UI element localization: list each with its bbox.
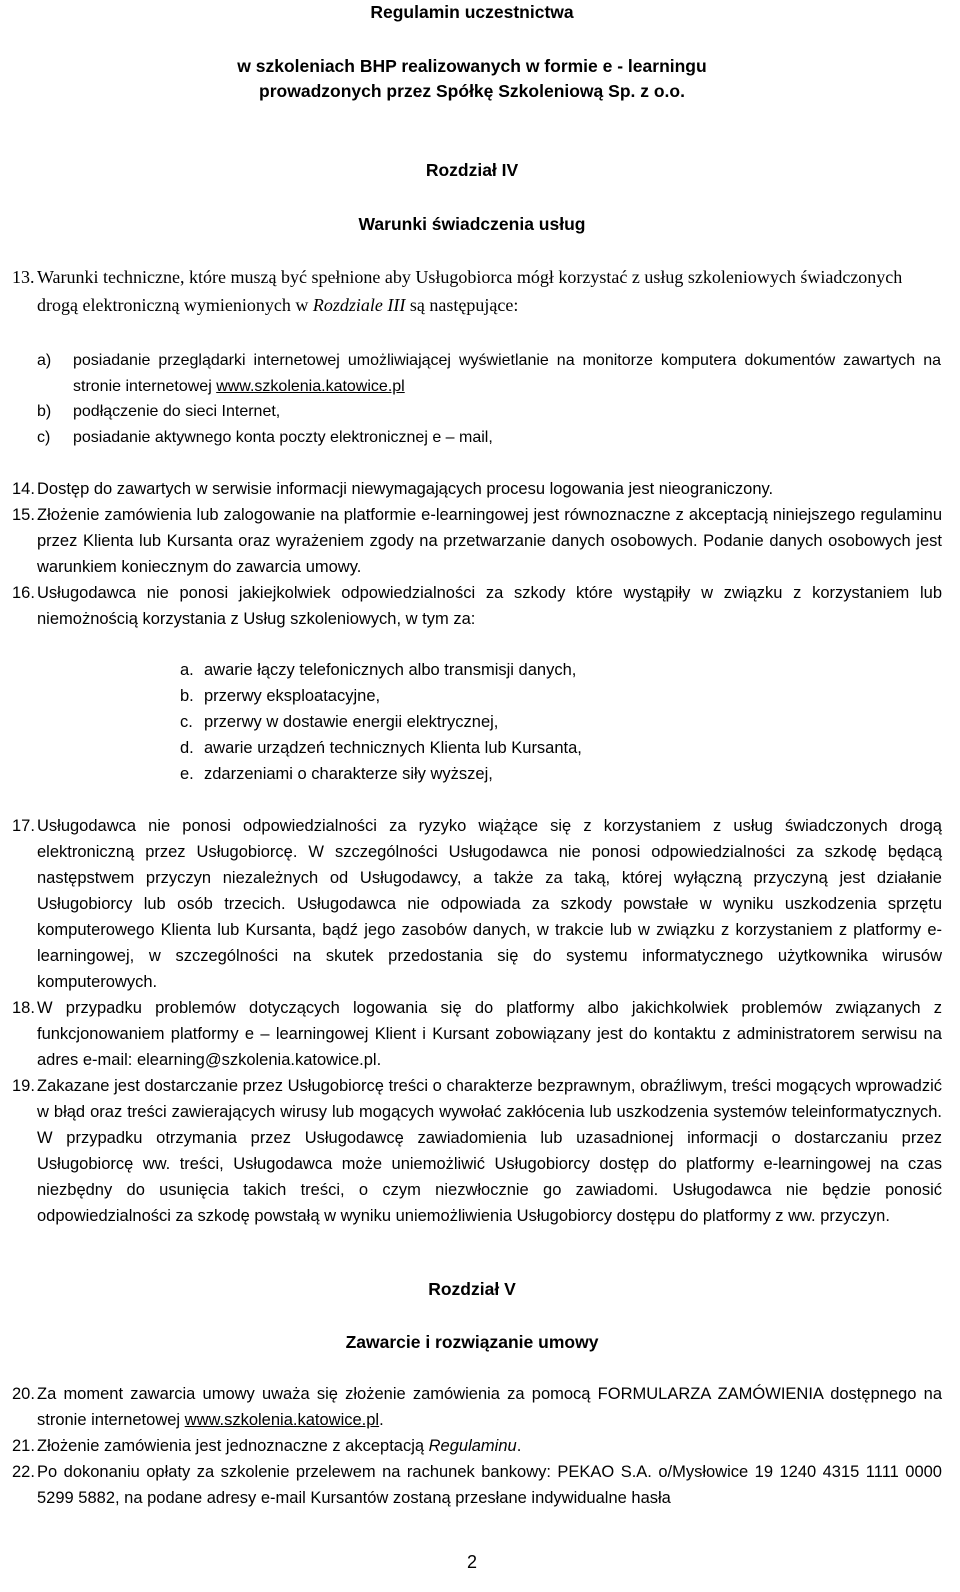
item-21-number: 21. [12, 1437, 35, 1455]
sub-a-text: posiadanie przeglądarki internetowej umożliwiającej wyświetlanie na monitorze komputera dokumentów zawartych na stronie internetowej [73, 352, 941, 395]
item-21: 21. Złożenie zamówienia jest jednoznaczne z akceptacją Regulaminu. [12, 1433, 942, 1459]
item-14-text: Dostęp do zawartych w serwisie informacji niewymagających procesu logowania jest nieograniczony. [37, 480, 774, 498]
item-16-number: 16. [12, 584, 35, 602]
item-13-text: Warunki techniczne, które muszą być spełnione aby Usługobiorca mógł korzystać z usług szkoleniowych świadczonych drogą elektroniczną wymienionych w Rozdziale III są następujące: [37, 267, 903, 315]
item-13-sub-c [37, 425, 941, 451]
item-16-text: Usługodawca nie ponosi jakiejkolwiek odpowiedzialności za szkody które wystąpiły w związku z korzystaniem lub niemożnością korzystania z Usług szkoleniowych, w tym za: [37, 584, 942, 628]
item-19-text: Zakazane jest dostarczanie przez Usługobiorcę treści o charakterze bezprawnym, obraźliwym, treści mogących wprowadzić w błąd oraz treści zawierających wirusy lub mogących wywołać zakłócenia lub uszkodzenia systemów teleinformatycznych. W przypadku otrzymania przez Usługodawcę zawiadomienia lub uzasadnionej informacji o dostarczaniu przez Usługobiorcę ww. treści, Usługodawca może uniemożliwić Usługobiorcy dostęp do platformy e-learningowej na czas niezbędny do usunięcia takich treści, o czym niezwłocznie go zawiadomi. Usługodawca nie będzie ponosić odpowiedzialności za szkodę powstałą w wyniku uniemożliwienia Usługobiorcy dostępu do platformy z ww. przyczyn. [37, 1077, 942, 1225]
item-21-text: Złożenie zamówienia jest jednoznaczne z akceptacją [37, 1437, 429, 1455]
list-item: b. przerwy eksploatacyjne, [180, 687, 381, 705]
website-link[interactable]: www.szkolenia.katowice.pl [216, 378, 405, 395]
list-item: e. zdarzeniami o charakterze siły wyższej, [180, 765, 493, 783]
item-18-text: W przypadku problemów dotyczących logowania się do platformy albo jakichkolwiek problemów związanych z funkcjonowaniem platformy e – learningowej Klient i Kursant zobowiązany jest do kontaktu z administratorem serwisu na adres e-mail: elearning@szkolenia.katowice.pl. [37, 999, 942, 1069]
item-19-number: 19. [12, 1077, 35, 1095]
website-link[interactable]: www.szkolenia.katowice.pl [184, 1411, 380, 1429]
item-13-italic: Rozdziale III [312, 295, 406, 315]
item-20-number: 20. [12, 1385, 35, 1403]
item-17-text: Usługodawca nie ponosi odpowiedzialności za ryzyko wiążące się z korzystaniem z usług świadczonych drogą elektroniczną przez Usługobiorcę. W szczególności Usługodawca nie ponosi odpowiedzialności za szkodę będącą następstwem przyczyn niezależnych od Usługodawcy, a także za taką, której wyłączną przyczyną jest działanie Usługobiorcy lub osób trzecich. Usługodawca nie odpowiada za szkody powstałe w wyniku uszkodzenia sprzętu komputerowego Klienta lub Kursanta, bądź jego zasobów danych, w trakcie lub w związku z korzystaniem z platformy e-learningowej, w szczególności na skutek przedostania się do systemu informatycznego użytkownika wirusów komputerowych. [37, 817, 942, 991]
item-15 [12, 502, 942, 580]
item-20-text: Za moment zawarcia umowy uważa się złożenie zamówienia za pomocą FORMULARZA ZAMÓWIENIA dostępnego na stronie internetowej [37, 1385, 942, 1429]
page-number: 2 [466, 1552, 477, 1572]
chapter-4-title: Rozdział IV [425, 160, 519, 180]
document-title: Regulamin uczestnictwa [370, 2, 574, 22]
item-22-number: 22. [12, 1463, 35, 1481]
chapter-5-subtitle: Zawarcie i rozwiązanie umowy [345, 1332, 599, 1352]
item-15-number: 15. [12, 506, 35, 524]
list-item: c. przerwy w dostawie energii elektrycznej, [180, 713, 499, 731]
item-19 [12, 1073, 942, 1229]
item-22 [12, 1459, 942, 1511]
item-18-number: 18. [12, 999, 35, 1017]
chapter-5-title: Rozdział V [428, 1279, 516, 1299]
item-13-sub-b [37, 399, 941, 425]
chapter-4-subtitle: Warunki świadczenia usług [358, 214, 586, 234]
sub-a-label: a) [37, 352, 52, 369]
item-18 [12, 995, 942, 1073]
item-16 [12, 580, 942, 632]
item-15-text: Złożenie zamówienia lub zalogowanie na platformie e-learningowej jest równoznaczne z akceptacją niniejszego regulaminu przez Klienta lub Kursanta oraz wyrażeniem zgody na przetwarzanie danych osobowych. Podanie danych osobowych jest warunkiem koniecznym do zawarcia umowy. [37, 506, 942, 576]
sub-c-label: c) [37, 429, 51, 446]
item-22-text: Po dokonaniu opłaty za szkolenie przelewem na rachunek bankowy: PEKAO S.A. o/Mysłowice 19 1240 4315 1111 0000 5299 5882, na podane adresy e-mail Kursantów zostaną przesłane indywidualne hasła [37, 1463, 942, 1507]
list-item: d. awarie urządzeń technicznych Klienta lub Kursanta, [180, 739, 582, 757]
item-13-number: 13. [12, 267, 35, 287]
item-17-number: 17. [12, 817, 35, 835]
item-13 [12, 263, 940, 319]
item-14-number: 14. [12, 480, 35, 498]
sub-b-label: b) [37, 403, 52, 420]
item-17 [12, 813, 942, 995]
item-13-sub-a [37, 348, 941, 400]
document-subtitle-line-1: w szkoleniach BHP realizowanych w formie e - learningu [237, 56, 707, 76]
document-subtitle-line-2: prowadzonych przez Spółkę Szkoleniową Sp. z o.o. [259, 81, 685, 101]
list-item: a. awarie łączy telefonicznych albo transmisji danych, [180, 661, 577, 679]
sub-c-text: posiadanie aktywnego konta poczty elektronicznej e – mail, [73, 429, 493, 446]
item-21-italic: Regulaminu [428, 1437, 517, 1455]
item-14 [12, 476, 942, 502]
sub-b-text: podłączenie do sieci Internet, [73, 403, 281, 420]
item-20: 20. Za moment zawarcia umowy uważa się złożenie zamówienia za pomocą FORMULARZA ZAMÓWIENIA dostępnego na stronie internetowej www.szkolenia.katowice.pl. [12, 1381, 942, 1433]
